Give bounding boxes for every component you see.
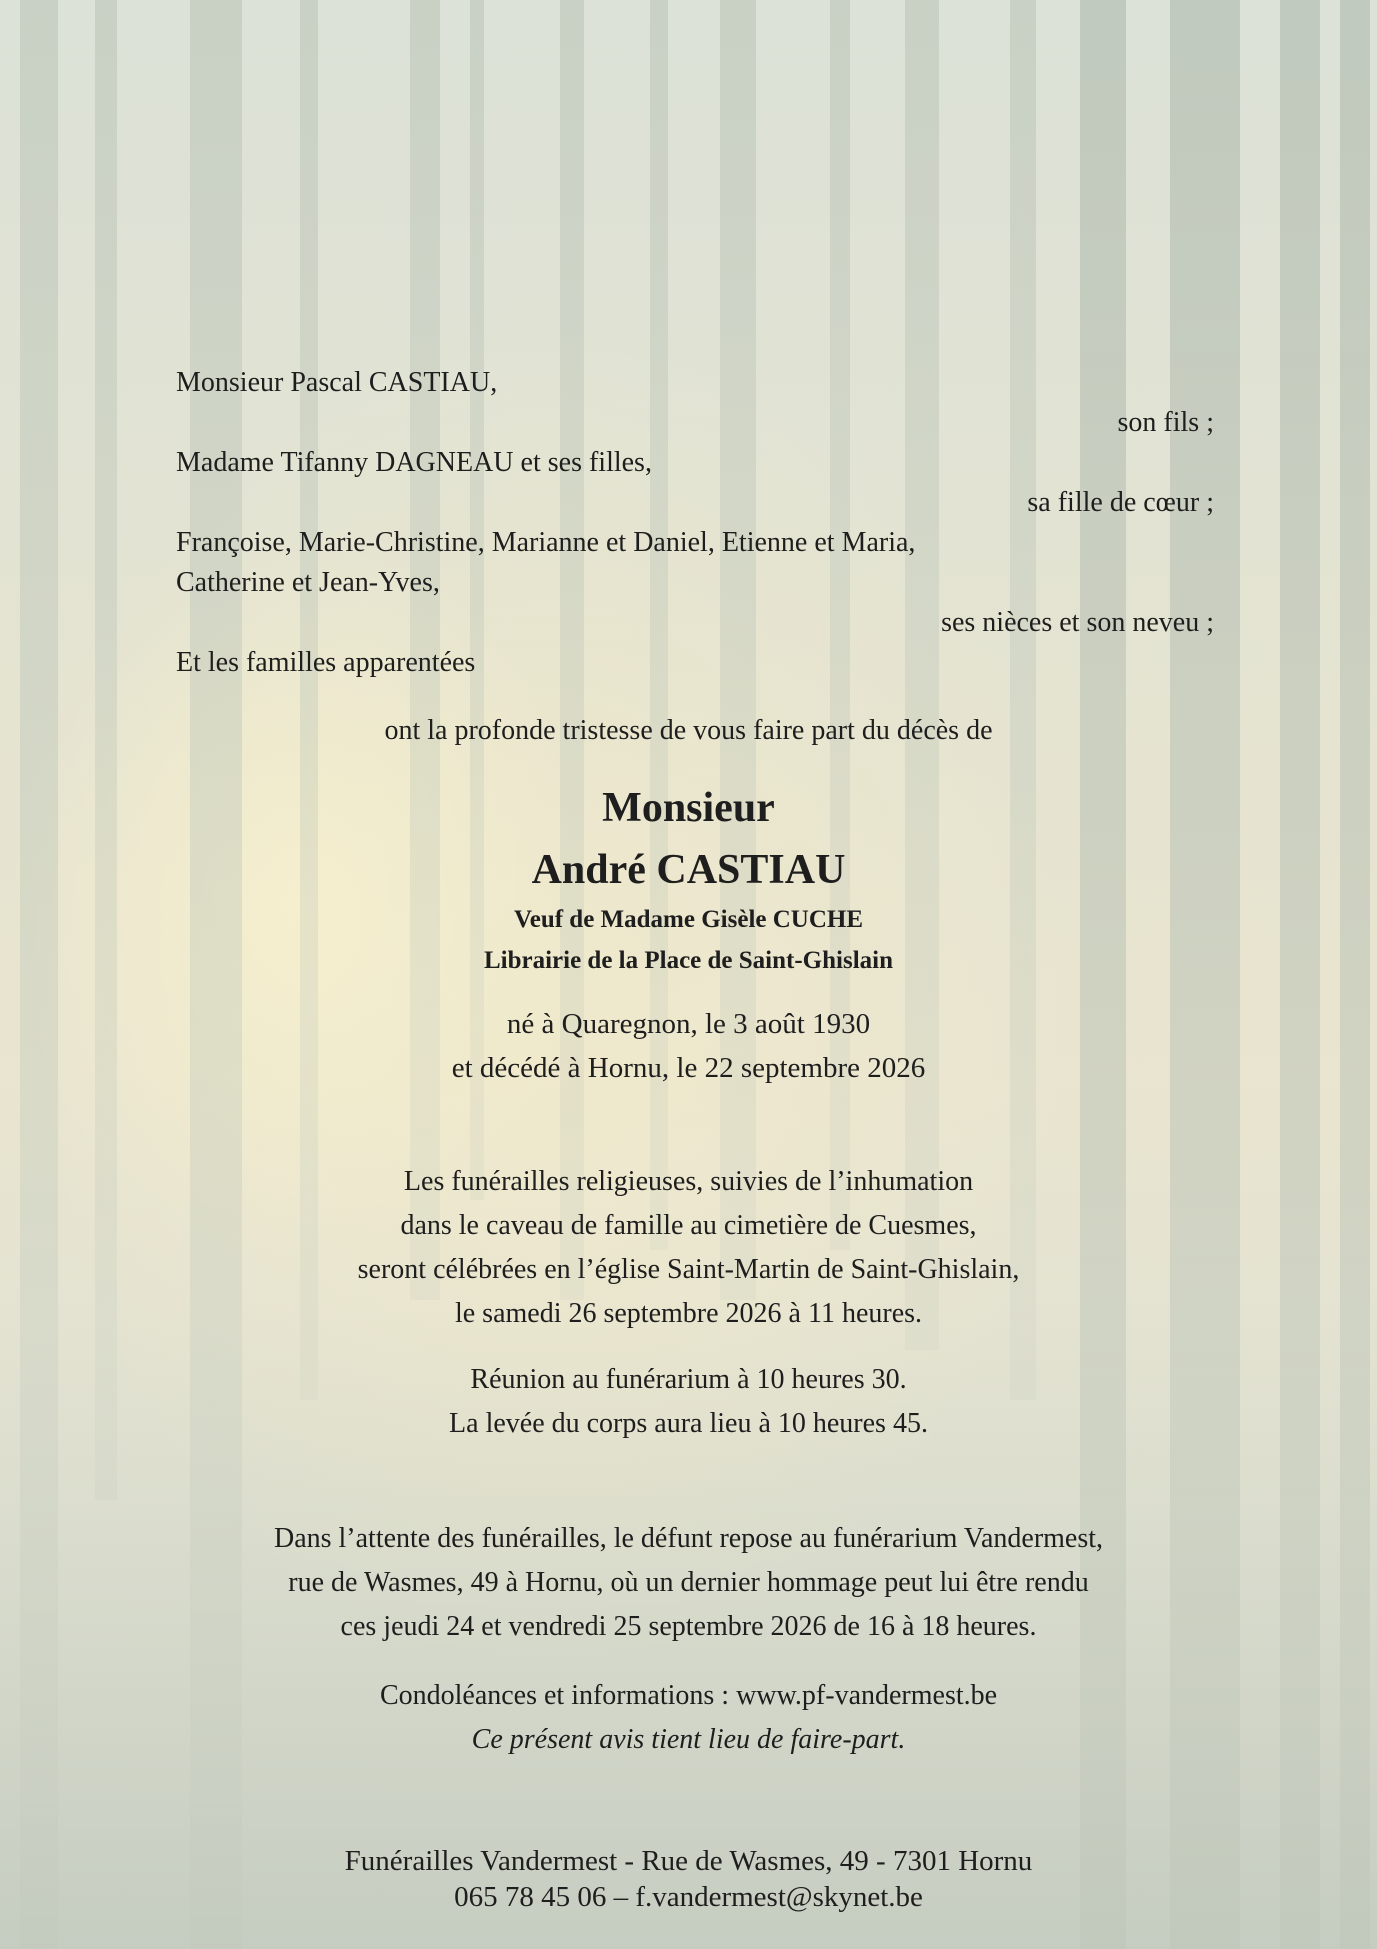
meeting-line: Réunion au funérarium à 10 heures 30. <box>470 1364 907 1395</box>
funeral-line: dans le caveau de famille au cimetière de Cuesmes, <box>400 1210 977 1241</box>
relation-daughter: sa fille de cœur ; <box>1027 487 1214 518</box>
widow-of: Veuf de Madame Gisèle CUCHE <box>513 906 864 933</box>
funeral-line: Les funérailles religieuses, suivies de l’inhumation <box>403 1166 974 1197</box>
occupation: Librairie de la Place de Saint-Ghislain <box>483 947 894 974</box>
footer-contact: 065 78 45 06 – f.vandermest@skynet.be <box>454 1881 923 1913</box>
birth-info: né à Quaregnon, le 3 août 1930 <box>506 1008 871 1040</box>
resting-line: Dans l’attente des funérailles, le défunt repose au funérarium Vandermest, <box>273 1523 1104 1554</box>
footer-address: Funérailles Vandermest - Rue de Wasmes, 49 - 7301 Hornu <box>344 1845 1033 1877</box>
notice-text: Ce présent avis tient lieu de faire-part. <box>471 1724 906 1755</box>
relation-nieces: ses nièces et son neveu ; <box>941 607 1214 638</box>
family-list <box>176 363 1214 683</box>
deceased-name: André CASTIAU <box>531 847 846 893</box>
intro-text: ont la profonde tristesse de vous faire part du décès de <box>384 715 993 746</box>
relation-son: son fils ; <box>1117 407 1214 438</box>
death-info: et décédé à Hornu, le 22 septembre 2026 <box>451 1052 926 1084</box>
funeral-line: seront célébrées en l’église Saint-Martin de Saint-Ghislain, <box>357 1254 1020 1285</box>
meeting-details <box>0 1358 1377 1446</box>
resting-details <box>0 1517 1377 1649</box>
meeting-line: La levée du corps aura lieu à 10 heures 45. <box>449 1408 928 1439</box>
family-line-daughter: Madame Tifanny DAGNEAU et ses filles, <box>176 447 652 478</box>
funeral-line: le samedi 26 septembre 2026 à 11 heures. <box>454 1298 923 1329</box>
family-line-nieces-2: Catherine et Jean-Yves, <box>176 567 440 598</box>
family-line-nieces-1: Françoise, Marie-Christine, Marianne et Daniel, Etienne et Maria, <box>176 527 916 558</box>
family-line-son: Monsieur Pascal CASTIAU, <box>176 367 498 398</box>
portrait-photo <box>585 50 795 320</box>
resting-line: rue de Wasmes, 49 à Hornu, où un dernier hommage peut lui être rendu <box>288 1567 1089 1598</box>
funeral-details <box>0 1160 1377 1336</box>
family-line-relatives: Et les familles apparentées <box>176 647 476 678</box>
condolences-info: Condoléances et informations : www.pf-vandermest.be <box>379 1680 998 1711</box>
resting-line: ces jeudi 24 et vendredi 25 septembre 2026 de 16 à 18 heures. <box>340 1611 1037 1642</box>
deceased-title: Monsieur <box>602 785 775 831</box>
